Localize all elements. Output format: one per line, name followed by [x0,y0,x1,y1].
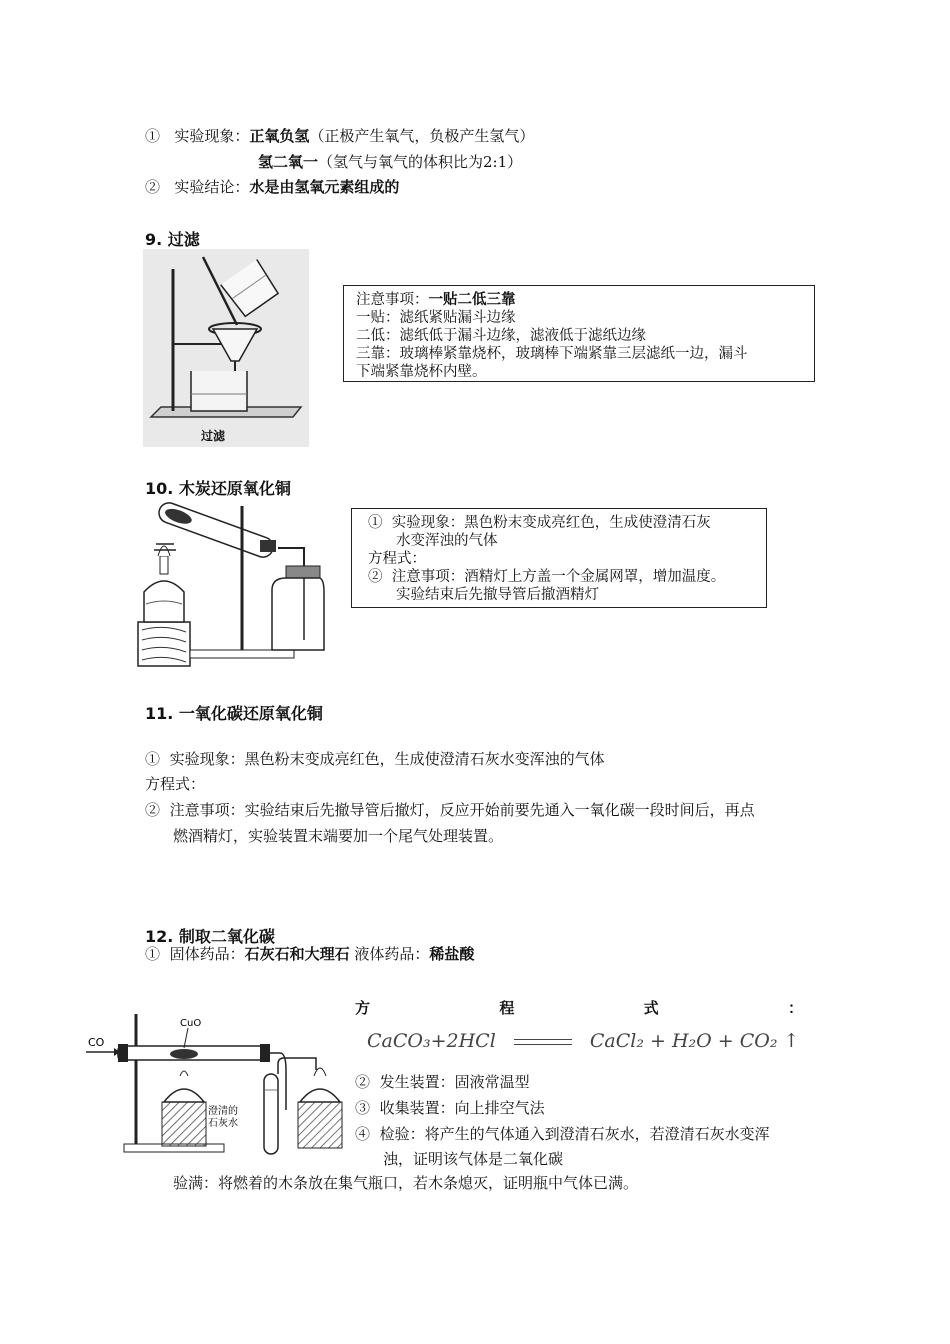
section-heading-charcoal: 10. 木炭还原氧化铜 [145,479,291,498]
collect-text: 收集装置：向上排空气法 [379,1099,545,1117]
notes-line: 三靠：玻璃棒紧靠烧杯，玻璃棒下端紧靠三层滤纸一边，漏斗 [356,346,748,362]
notes-bold: 一贴二低三靠 [428,292,516,308]
cuo-label: CuO [180,1018,202,1029]
charcoal-apparatus-figure [136,500,326,668]
co2-collect [355,1098,545,1118]
co-label: CO [88,1036,105,1049]
notes-line: 一贴：滤纸紧贴漏斗边缘 [356,310,516,326]
equation-left: CaCO₃+2HCl [367,1030,496,1052]
item-number: ① [145,127,161,145]
section-heading-co: 11. 一氧化碳还原氧化铜 [145,704,323,723]
conclusion-label: 实验结论： [174,178,250,196]
section-heading-filtration: 9. 过滤 [145,230,200,249]
item-number: ① [145,945,161,963]
notes-title [356,291,814,309]
filtration-notes-box [343,285,815,382]
notes-line: 实验结束后先撤导管后撤酒精灯 [396,587,599,603]
equation-right: CaCl₂ + H₂O + CO₂ ↑ [589,1030,800,1052]
co2-check-cont: 浊，证明该气体是二氧化碳 [383,1150,564,1168]
solid-bold: 石灰石和大理石 [244,945,350,963]
item-number: ② [145,178,161,196]
limewater-label: 澄清的 [208,1106,238,1117]
check-text: 检验：将产生的气体通入到澄清石灰水，若澄清石灰水变浑 [379,1125,770,1143]
conclusion-bold: 水是由氢氧元素组成的 [249,178,400,196]
phenomenon-bold: 正氧负氢 [249,127,310,145]
figure-caption: 过滤 [201,429,226,443]
item-number: ② [355,1073,371,1091]
co-apparatus-figure [84,1010,354,1160]
item-number: ① [368,515,383,531]
co2-reagents [145,944,474,964]
item-number: ① [145,750,161,768]
co-notes-cont: 燃酒精灯，实验装置末端要加一个尾气处理装置。 [173,827,504,845]
co2-equation-label [355,998,803,1018]
notes-line [368,568,766,586]
solid-label: 固体药品： [169,945,245,963]
ratio-bold: 氢二氧一 [258,153,319,171]
co2-equation [367,1030,799,1052]
co2-device [355,1072,530,1092]
equation-label-char: 程 [499,999,515,1017]
notes-line: 二低：滤纸低于漏斗边缘，滤液低于滤纸边缘 [356,328,646,344]
item-number: ② [368,569,383,585]
charcoal-notes-box [351,508,767,608]
notes-line: 水变浑浊的气体 [396,533,498,549]
electrolysis-conclusion [145,177,399,197]
equation-label: 方程式： [368,551,426,567]
device-text: 发生装置：固液常温型 [379,1073,530,1091]
electrolysis-ratio [258,152,522,172]
co2-full: 验满：将燃着的木条放在集气瓶口，若木条熄灭，证明瓶中气体已满。 [173,1174,639,1192]
co-notes [145,800,755,820]
liquid-label: 液体药品： [349,945,430,963]
phenomenon-note: （正极产生氧气，负极产生氢气） [309,127,535,145]
co-phenomenon [145,749,605,769]
notes-label: 注意事项： [356,292,429,308]
filtration-figure [143,249,309,447]
phenomenon-text: 实验现象：黑色粉末变成亮红色，生成使澄清石灰 [391,515,711,531]
equation-equals [514,1039,572,1045]
item-number: ④ [355,1125,371,1143]
notes-line [368,514,766,532]
co2-check [355,1124,770,1144]
ratio-note: （氢气与氧气的体积比为2:1） [318,153,523,171]
equation-label-char: 式 [643,999,659,1017]
equation-label-char: 方 [355,999,371,1017]
equation-label-char: ： [787,999,803,1017]
item-number: ③ [355,1099,371,1117]
electrolysis-phenomenon [145,126,534,146]
notes-line: 下端紧靠烧杯内壁。 [356,364,487,380]
item-number: ② [145,801,161,819]
section-heading-co2: 12. 制取二氧化碳 [145,927,275,946]
phenomenon-label: 实验现象： [174,127,250,145]
phenomenon-text: 实验现象：黑色粉末变成亮红色，生成使澄清石灰水变浑浊的气体 [169,750,605,768]
limewater-label: 石灰水 [208,1118,238,1129]
notes-text: 注意事项：实验结束后先撤导管后撤灯，反应开始前要先通入一氧化碳一段时间后，再点 [169,801,755,819]
co-equation-label: 方程式： [145,775,206,793]
liquid-bold: 稀盐酸 [429,945,475,963]
notes-text: 注意事项：酒精灯上方盖一个金属网罩，增加温度。 [391,569,726,585]
